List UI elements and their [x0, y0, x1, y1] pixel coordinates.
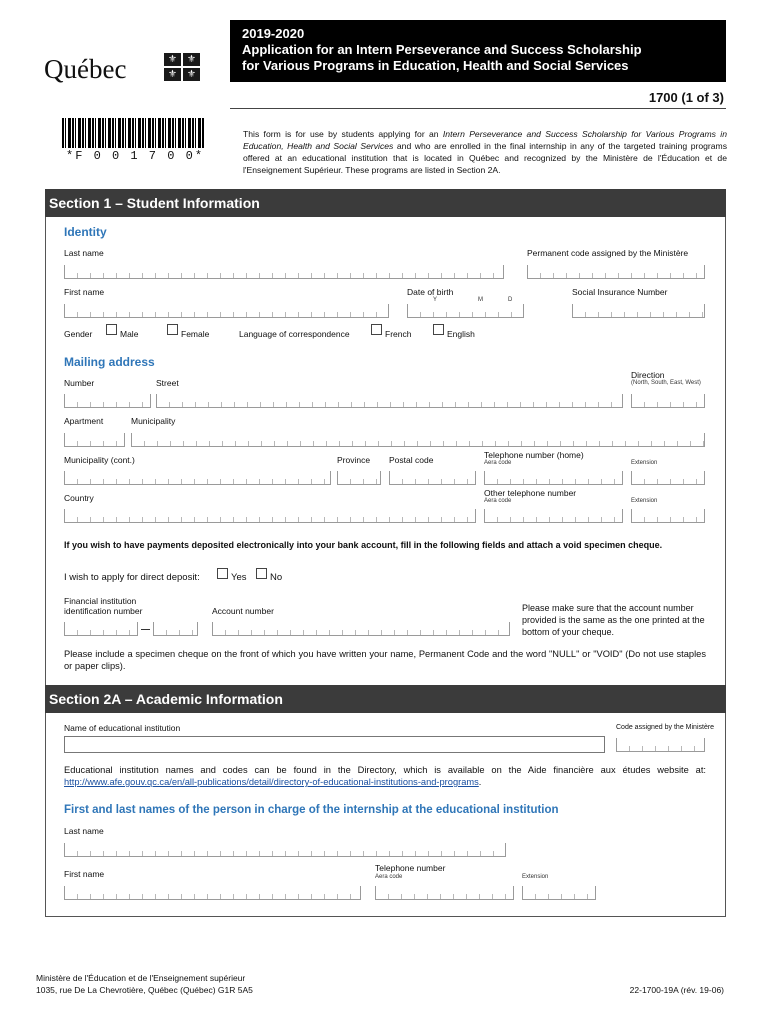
- last-name-field[interactable]: [64, 265, 504, 279]
- fin-inst-field-b[interactable]: [153, 622, 198, 636]
- deposit-yes-label: Yes: [231, 572, 247, 583]
- other-tel-field[interactable]: [484, 509, 623, 523]
- section-1-header: Section 1 – Student Information: [45, 189, 726, 217]
- person-extension-field[interactable]: [522, 886, 596, 900]
- municipality-cont-label: Municipality (cont.): [64, 455, 135, 465]
- municipality-cont-field[interactable]: [64, 471, 331, 485]
- person-area-code: Aera code: [375, 874, 403, 880]
- female-label: Female: [181, 329, 210, 339]
- dob-year-hint: Y: [433, 297, 438, 303]
- intro-paragraph: [243, 128, 727, 176]
- person-last-name-label: Last name: [64, 826, 104, 836]
- account-number-field[interactable]: [212, 622, 510, 636]
- country-label: Country: [64, 493, 94, 503]
- apartment-label: Apartment: [64, 416, 104, 426]
- footer-ministry: Ministère de l'Éducation et de l'Enseignement supérieur: [36, 973, 246, 983]
- deposit-yes-checkbox[interactable]: [217, 568, 228, 579]
- french-label: French: [385, 329, 412, 339]
- municipality-label: Municipality: [131, 416, 176, 426]
- first-name-label: First name: [64, 287, 105, 297]
- person-first-name-field[interactable]: [64, 886, 361, 900]
- sin-label: Social Insurance Number: [572, 287, 668, 297]
- fin-inst-label-1: Financial institution: [64, 596, 137, 606]
- province-field[interactable]: [337, 471, 381, 485]
- first-name-field[interactable]: [64, 304, 389, 318]
- male-checkbox[interactable]: [106, 324, 117, 335]
- direction-options: (North, South, East, West): [631, 380, 701, 386]
- directory-text: Educational institution names and codes can be found in the Directory, which is available on the Aide financière aux études website at:: [64, 765, 706, 775]
- direction-label: Direction: [631, 370, 665, 380]
- footer-form-code: 22-1700-19A (rév. 19-06): [629, 985, 724, 995]
- barcode-text: *F 0 0 1 7 0 0*: [66, 149, 205, 163]
- fin-inst-label-2: identification number: [64, 606, 143, 616]
- date-of-birth-label: Date of birth: [407, 287, 454, 297]
- dob-day-hint: D: [508, 297, 513, 303]
- person-last-name-field[interactable]: [64, 843, 506, 857]
- last-name-label: Last name: [64, 248, 104, 258]
- direction-field[interactable]: [631, 394, 705, 408]
- language-label: Language of correspondence: [239, 329, 350, 339]
- form-title-line-2: for Various Programs in Education, Health and Social Services: [242, 58, 629, 73]
- dob-month-hint: M: [478, 297, 483, 303]
- female-checkbox[interactable]: [167, 324, 178, 335]
- internship-person-heading: First and last names of the person in charge of the internship at the educational institution: [64, 804, 559, 816]
- person-telephone-field[interactable]: [375, 886, 514, 900]
- directory-paragraph: Educational institution names and codes can be found in the Directory, which is available on the Aide financière aux études website at: http://www.afe.gouv.qc.ca/en/all-publications/detail/directory-of-educational-institutions-and-programs.: [64, 765, 706, 787]
- country-field[interactable]: [64, 509, 476, 523]
- postal-code-field[interactable]: [389, 471, 476, 485]
- male-label: Male: [120, 329, 139, 339]
- tel-home-extension: Extension: [631, 460, 658, 466]
- tel-home-field[interactable]: [484, 471, 623, 485]
- number-label: Number: [64, 378, 95, 388]
- direct-deposit-label: I wish to apply for direct deposit:: [64, 572, 200, 583]
- mailing-address-heading: Mailing address: [64, 355, 155, 369]
- english-label: English: [447, 329, 475, 339]
- form-title-line-1: Application for an Intern Perseverance and Success Scholarship: [242, 42, 642, 57]
- gender-label: Gender: [64, 329, 93, 339]
- account-note: Please make sure that the account number provided is the same as the one printed at the bottom of your cheque.: [522, 603, 705, 637]
- logo-wordmark: Québec: [44, 54, 127, 84]
- sin-field[interactable]: [572, 304, 705, 318]
- other-tel-extension-field[interactable]: [631, 509, 705, 523]
- fin-inst-field-a[interactable]: [64, 622, 138, 636]
- section-2a-header: Section 2A – Academic Information: [45, 685, 726, 713]
- number-field[interactable]: [64, 394, 151, 408]
- postal-code-label: Postal code: [389, 455, 434, 465]
- other-tel-label: Other telephone number: [484, 488, 577, 498]
- deposit-no-label: No: [270, 572, 283, 583]
- permanent-code-label: Permanent code assigned by the Ministère: [527, 248, 689, 258]
- permanent-code-field[interactable]: [527, 265, 705, 279]
- french-checkbox[interactable]: [371, 324, 382, 335]
- person-first-name-label: First name: [64, 869, 105, 879]
- english-checkbox[interactable]: [433, 324, 444, 335]
- code-assigned-field[interactable]: [616, 738, 705, 752]
- province-label: Province: [337, 455, 371, 465]
- fin-inst-dash: [141, 629, 150, 630]
- other-tel-extension: Extension: [631, 498, 658, 504]
- apartment-field[interactable]: [64, 433, 125, 447]
- footer-address: 1035, rue De La Chevrotière, Québec (Québec) G1R 5A5: [36, 985, 253, 995]
- tel-home-label: Telephone number (home): [484, 450, 584, 460]
- form-year: 2019-2020: [242, 26, 305, 41]
- tel-home-area-code: Aera code: [484, 460, 512, 466]
- directory-link[interactable]: http://www.afe.gouv.qc.ca/en/all-publications/detail/directory-of-educational-institutions-and-programs: [64, 777, 479, 787]
- identity-heading: Identity: [64, 225, 107, 239]
- institution-name-field[interactable]: [64, 736, 605, 753]
- deposit-no-checkbox[interactable]: [256, 568, 267, 579]
- form-number: 1700 (1 of 3): [648, 90, 724, 105]
- title-banner: [230, 20, 726, 82]
- deposit-note: If you wish to have payments deposited electronically into your bank account, fill in the following fields and attach a void specimen cheque.: [64, 540, 663, 550]
- tel-home-extension-field[interactable]: [631, 471, 705, 485]
- account-number-label: Account number: [212, 606, 274, 616]
- cheque-note: Please include a specimen cheque on the front of which you have written your name, Permanent Code and the word "NULL" or "VOID" (Do not use staples or paper clips).: [64, 649, 706, 671]
- intro-text: This form is for use by students applying for an Intern Perseverance and Success Scholarship for Various Programs in Education, Health and Social Services and who are enrolled in the final internship in any of the targeted training programs offered at an educational institution that is located in Québec and recognized by the Ministère de l'Éducation et de l'Enseignement Supérieur. These programs are listed in Section 2A.: [243, 129, 727, 175]
- code-assigned-label: Code assigned by the Ministère: [616, 724, 715, 731]
- barcode: [62, 118, 204, 148]
- person-telephone-label: Telephone number: [375, 863, 446, 873]
- header-rule: [230, 108, 726, 109]
- fleur-de-lis-icon: ⚜ ⚜⚜ ⚜: [163, 52, 205, 82]
- street-label: Street: [156, 378, 179, 388]
- municipality-field[interactable]: [131, 433, 705, 447]
- other-tel-area-code: Aera code: [484, 498, 512, 504]
- street-field[interactable]: [156, 394, 623, 408]
- institution-name-label: Name of educational institution: [64, 723, 181, 733]
- date-of-birth-field[interactable]: [407, 304, 524, 318]
- intro-program-name: Intern Perseverance and Success Scholarship for Various Programs in Education, Health and Social Services: [243, 129, 727, 151]
- person-extension: Extension: [522, 874, 549, 880]
